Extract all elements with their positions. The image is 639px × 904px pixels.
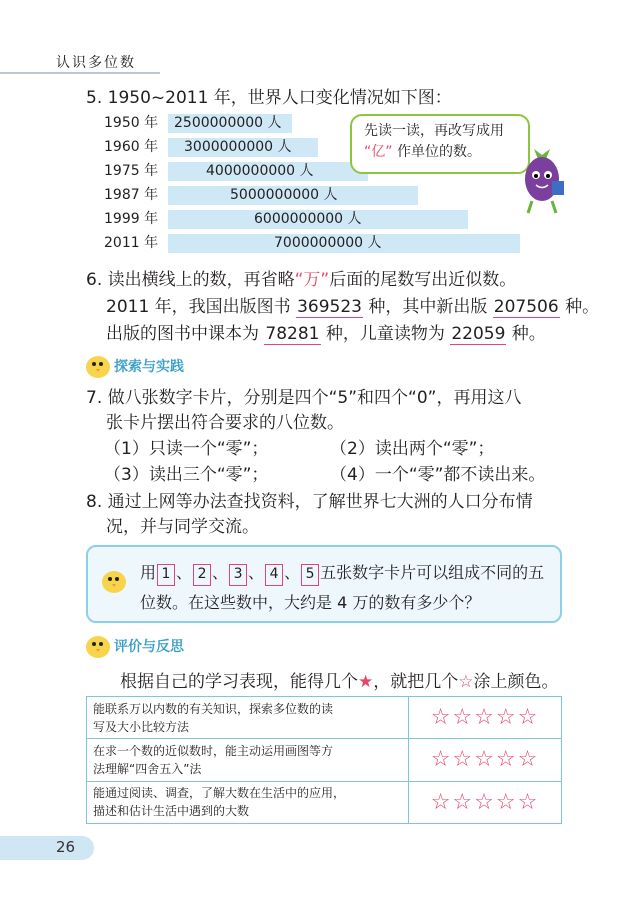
- q6-line2-b: 种，其中新出版: [362, 297, 493, 317]
- section-title-evaluation: 评价与反思: [114, 639, 184, 655]
- q6-line1-b: 后面的尾数写出近似数。: [329, 270, 517, 290]
- bubble-quote-open: “: [364, 144, 372, 160]
- table-row: [87, 739, 562, 781]
- empty-star-icon: ☆: [458, 672, 474, 692]
- eval-intro: [120, 670, 559, 694]
- underlined-number: 207506: [493, 297, 559, 317]
- chick-icon: [98, 565, 134, 595]
- population-value: 6000000000 人: [254, 211, 362, 227]
- card-separator: 、: [212, 563, 229, 582]
- eval-desc-line: 写及大小比较方法: [93, 719, 190, 734]
- q7-option-4: （4）一个“零”都不读出来。: [330, 465, 546, 485]
- q7-option-3: （3）读出三个“零”；: [104, 465, 269, 485]
- table-row: [87, 697, 562, 739]
- digit-card: 3: [229, 564, 247, 586]
- population-value: 5000000000 人: [230, 187, 338, 203]
- eval-description: [87, 739, 409, 781]
- q8-line2: 况，并与同学交流。: [106, 517, 259, 537]
- bubble-quote-close: ”: [385, 144, 393, 160]
- page-number-tab: [0, 836, 94, 860]
- q6-line2-a: 2011 年，我国出版图书: [106, 297, 297, 317]
- population-value: 3000000000 人: [184, 139, 292, 155]
- header-rule: [0, 72, 160, 74]
- q8-line1: 8. 通过上网等办法查找资料，了解世界七大洲的人口分布情: [86, 492, 533, 512]
- bubble-line2: [364, 142, 516, 163]
- filled-star-icon: ★: [358, 672, 374, 692]
- challenge-line1: [140, 561, 544, 586]
- q6-line3-a: 出版的图书中课本为: [106, 324, 265, 344]
- chick-icon: [82, 350, 118, 380]
- evaluation-table: [86, 696, 562, 824]
- eval-intro-a: 根据自己的学习表现，能得几个: [120, 672, 358, 692]
- card-separator: 、: [248, 563, 265, 582]
- q6-line3: [106, 322, 546, 346]
- population-year: 1987 年: [104, 187, 159, 203]
- population-value: 7000000000 人: [274, 235, 382, 251]
- running-head: 认识多位数: [56, 55, 136, 71]
- underlined-number: 78281: [265, 324, 320, 344]
- eval-desc-line: 能联系万以内数的有关知识，探索多位数的读: [93, 701, 334, 716]
- eval-desc-line: 能通过阅读、调查，了解大数在生活中的应用，: [93, 786, 346, 801]
- digit-card: 5: [301, 564, 319, 586]
- bubble-line2-rest: 作单位的数。: [392, 144, 481, 160]
- table-row: [87, 781, 562, 823]
- page-number: 26: [56, 838, 76, 856]
- star-rating[interactable]: ☆☆☆☆☆: [409, 739, 562, 781]
- q6-line1-a: 6. 读出横线上的数，再省略: [86, 270, 295, 290]
- eval-desc-line: 在求一个数的近似数时，能主动运用画图等方: [93, 743, 334, 758]
- q6-line3-c: 种。: [506, 324, 546, 344]
- speech-bubble: [350, 114, 530, 174]
- population-value: 2500000000 人: [174, 115, 282, 131]
- chick-icon: [82, 630, 118, 660]
- eval-desc-line: 法理解“四舍五入”法: [93, 761, 202, 776]
- eval-intro-b: ，就把几个: [373, 672, 459, 692]
- star-rating[interactable]: ☆☆☆☆☆: [409, 697, 562, 739]
- q7-option-1: （1）只读一个“零”；: [104, 439, 269, 459]
- challenge-prefix: 用: [140, 563, 157, 582]
- q7-line1: 7. 做八张数字卡片，分别是四个“5”和四个“0”，再用这八: [86, 388, 522, 408]
- card-separator: 、: [176, 563, 193, 582]
- digit-card: 1: [157, 564, 175, 586]
- q6-line2: [106, 295, 599, 319]
- star-rating[interactable]: ☆☆☆☆☆: [409, 781, 562, 823]
- eval-description: [87, 697, 409, 739]
- population-year: 1950 年: [104, 115, 159, 131]
- digit-card: 2: [193, 564, 211, 586]
- challenge-box: [86, 545, 562, 623]
- bubble-highlight: 亿: [371, 144, 386, 160]
- eval-intro-c: 涂上颜色。: [473, 672, 559, 692]
- population-year: 1999 年: [104, 211, 159, 227]
- challenge-line1-rest: 五张数字卡片可以组成不同的五: [320, 563, 545, 582]
- eval-description: [87, 781, 409, 823]
- q5-text: 5. 1950~2011 年，世界人口变化情况如下图：: [86, 88, 452, 108]
- q7-line2: 张卡片摆出符合要求的八位数。: [106, 413, 344, 433]
- digit-card: 4: [265, 564, 283, 586]
- q6-line1: [86, 268, 516, 292]
- population-year: 1975 年: [104, 163, 159, 179]
- population-year: 2011 年: [104, 235, 159, 251]
- q6-line3-b: 种，儿童读物为: [320, 324, 451, 344]
- population-year: 1960 年: [104, 139, 159, 155]
- section-title-explore: 探索与实践: [114, 359, 184, 375]
- eval-desc-line: 描述和估计生活中遇到的大数: [93, 804, 250, 819]
- bubble-line1: 先读一读，再改写成用: [364, 123, 504, 139]
- underlined-number: 22059: [451, 324, 506, 344]
- q6-wan-quote: “万”: [294, 270, 330, 290]
- eggplant-character-icon: [512, 145, 570, 217]
- population-value: 4000000000 人: [206, 163, 314, 179]
- q7-option-2: （2）读出两个“零”；: [330, 439, 495, 459]
- underlined-number: 369523: [297, 297, 362, 317]
- challenge-line2: 位数。在这些数中，大约是 4 万的数有多少个？: [140, 593, 481, 612]
- q6-line2-c: 种。: [559, 297, 600, 317]
- card-separator: 、: [284, 563, 301, 582]
